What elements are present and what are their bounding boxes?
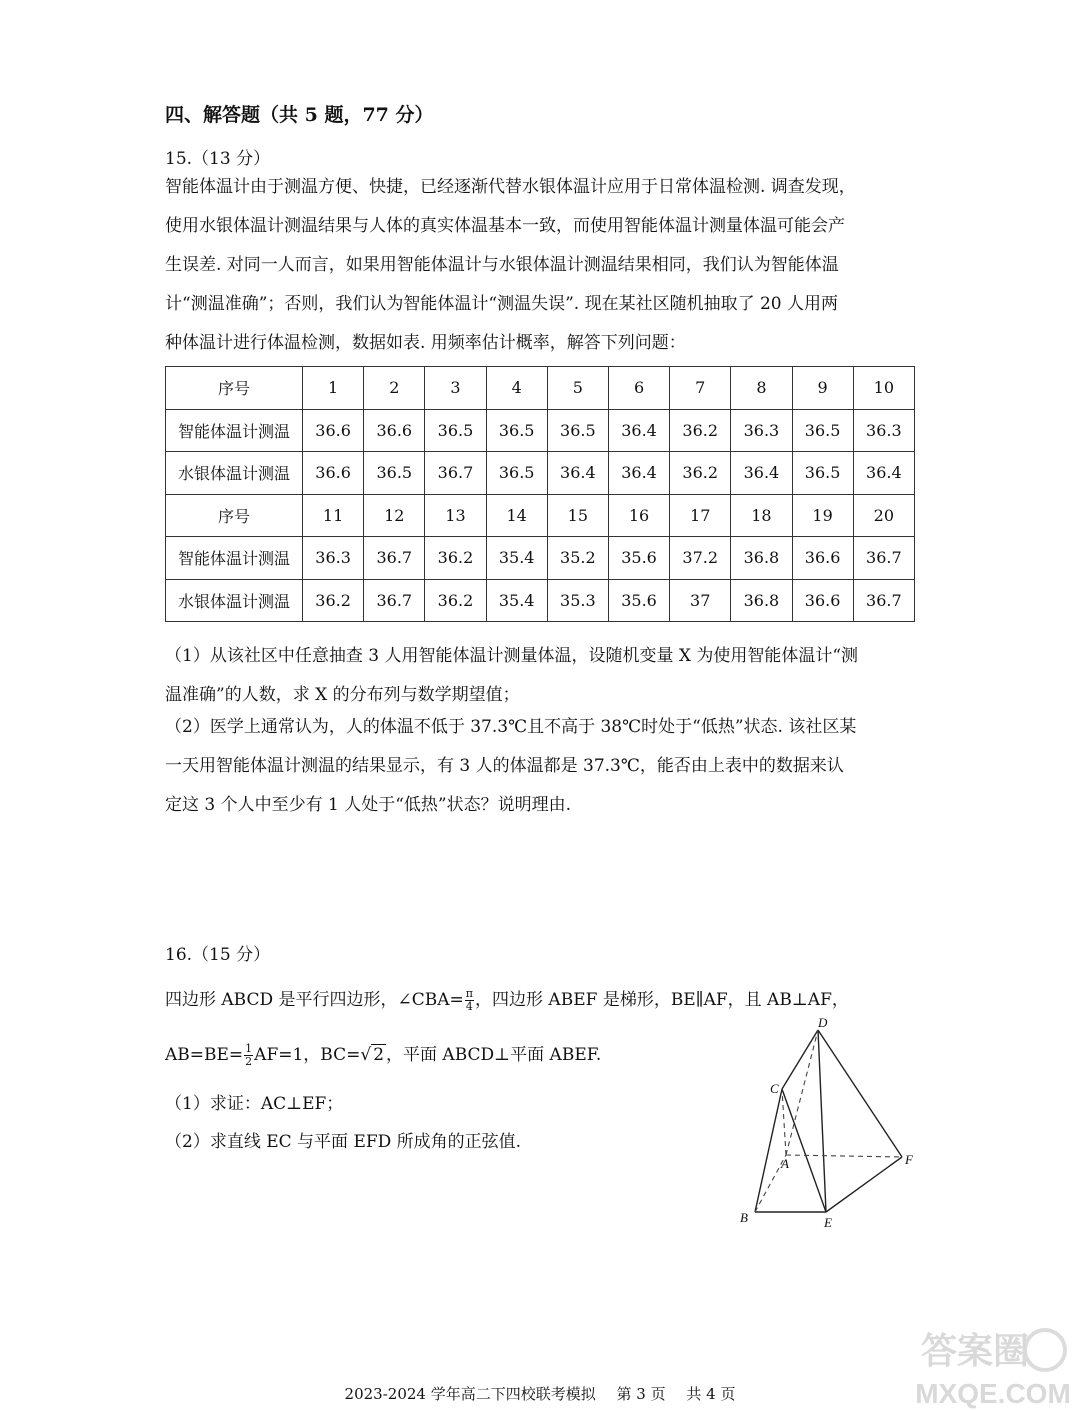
edge-DE [818,1030,826,1212]
footer-school: 2023-2024 学年高二下四校联考模拟 [344,1385,596,1403]
table-cell: 15 [547,494,608,537]
table-cell: 36.6 [364,409,425,452]
row-label: 智能体温计测温 [166,537,303,580]
table-cell: 36.7 [364,579,425,622]
table-cell: 13 [425,494,486,537]
text: 四边形 ABCD 是平行四边形，∠CBA= [165,990,464,1010]
question-16-number: 16.（15 分） [165,945,271,965]
table-cell: 35.6 [608,579,669,622]
row-label: 序号 [166,494,303,537]
table-row-smart-2 [166,537,915,580]
watermark-logo [905,1318,1080,1411]
part-line: 定这 3 个人中至少有 1 人处于“低热”状态？说明理由. [165,795,572,815]
table-cell: 36.5 [792,452,853,495]
table-cell: 6 [608,367,669,410]
text: ，平面 ABCD⊥平面 ABEF. [386,1045,602,1065]
table-cell: 5 [547,367,608,410]
table-cell: 17 [670,494,731,537]
table-cell: 36.5 [364,452,425,495]
text: ，四边形 ABEF 是梯形，BE∥AF，且 AB⊥AF， [475,990,849,1010]
table-cell: 36.3 [303,537,364,580]
table-cell: 36.7 [425,452,486,495]
edge-CE [782,1089,826,1212]
question-15-part1 [165,637,858,715]
intro-line: 计“测温准确”；否则，我们认为智能体温计“测温失误”. 现在某社区随机抽取了 20 人用两 [165,294,839,314]
section-title: 四、解答题（共 5 题，77 分） [165,104,434,126]
label-F: F [905,1152,913,1167]
table-cell: 35.4 [486,537,547,580]
table-cell: 36.7 [853,579,914,622]
table-cell: 36.4 [547,452,608,495]
table-cell: 36.5 [792,409,853,452]
table-cell: 36.2 [670,409,731,452]
table-cell: 2 [364,367,425,410]
table-cell: 20 [853,494,914,537]
table-cell: 35.3 [547,579,608,622]
question-15-intro [165,168,856,363]
table-cell: 36.2 [670,452,731,495]
table-cell: 3 [425,367,486,410]
table-cell: 8 [731,367,792,410]
row-label: 智能体温计测温 [166,409,303,452]
question-15-number: 15.（13 分） [165,149,271,169]
sqrt-radicand: 2 [373,1045,385,1065]
edge-EF [826,1157,902,1212]
table-cell: 7 [670,367,731,410]
part-line: （1）从该社区中任意抽查 3 人用智能体温计测量体温，设随机变量 X 为使用智能体温计“测 [165,646,859,666]
temperature-table [165,366,915,622]
intro-line: 生误差. 对同一人而言，如果用智能体温计与水银体温计测温结果相同，我们认为智能体温 [165,255,839,275]
table-cell: 36.2 [425,537,486,580]
table-cell: 36.4 [608,409,669,452]
fraction-denominator: 4 [465,1000,473,1013]
watermark-text: 答案圈 [920,1330,1030,1371]
edge-DF [818,1030,902,1157]
table-cell: 37 [670,579,731,622]
row-label: 水银体温计测温 [166,452,303,495]
table-cell: 36.6 [792,537,853,580]
text: AB=BE= [165,1045,244,1065]
table-cell: 36.6 [303,452,364,495]
table-cell: 36.3 [853,409,914,452]
question-15-part2 [165,708,856,825]
table-cell: 36.7 [364,537,425,580]
table-cell: 1 [303,367,364,410]
table-cell: 36.8 [731,579,792,622]
table-row-smart-1 [166,409,915,452]
intro-line: 使用水银体温计测温结果与人体的真实体温基本一致，而使用智能体温计测量体温可能会产 [165,216,845,236]
table-cell: 36.6 [792,579,853,622]
fraction-numerator: π [465,987,474,1000]
table-cell: 4 [486,367,547,410]
label-A: A [781,1156,789,1171]
label-C: C [770,1081,779,1096]
table-cell: 37.2 [670,537,731,580]
part-line: 一天用智能体温计测温的结果显示，有 3 人的体温都是 37.3℃，能否由上表中的数据来认 [165,756,844,776]
fraction-denominator: 2 [245,1055,253,1068]
table-row-mercury-2 [166,579,915,622]
table-cell: 36.5 [486,452,547,495]
question-16-line2 [165,1040,601,1068]
table-cell: 18 [731,494,792,537]
table-cell: 36.4 [731,452,792,495]
table-cell: 19 [792,494,853,537]
row-label: 序号 [166,367,303,410]
table-cell: 16 [608,494,669,537]
geometry-figure [730,1005,930,1235]
intro-line: 智能体温计由于测温方便、快捷，已经逐渐代替水银体温计应用于日常体温检测. 调查发现， [165,177,856,197]
table-cell: 35.6 [608,537,669,580]
table-cell: 35.2 [547,537,608,580]
question-16-part2: （2）求直线 EC 与平面 EFD 所成角的正弦值. [165,1132,522,1152]
table-cell: 9 [792,367,853,410]
row-label: 水银体温计测温 [166,579,303,622]
text: AF=1，BC=√ [254,1045,372,1065]
label-D: D [818,1015,828,1030]
table-cell: 36.2 [303,579,364,622]
part-line: 温准确”的人数，求 X 的分布列与数学期望值； [165,685,520,705]
table-cell: 36.5 [547,409,608,452]
table-cell: 35.4 [486,579,547,622]
fraction-one-half [244,1043,253,1068]
table-cell: 36.2 [425,579,486,622]
table-cell: 36.4 [608,452,669,495]
table-cell: 12 [364,494,425,537]
table-row-mercury-1 [166,452,915,495]
edge-BC [755,1089,782,1212]
label-E: E [824,1215,832,1230]
footer-page: 第 3 页 [616,1385,666,1403]
question-16-part1: （1）求证：AC⊥EF； [165,1094,344,1114]
table-cell: 36.5 [425,409,486,452]
edge-AD-hidden [786,1030,818,1155]
table-cell: 10 [853,367,914,410]
edge-CD [782,1030,818,1089]
intro-line: 种体温计进行体温检测，数据如表. 用频率估计概率，解答下列问题： [165,333,686,353]
watermark-ring [1025,1330,1065,1370]
fraction-numerator: 1 [245,1042,253,1055]
table-cell: 36.3 [731,409,792,452]
label-B: B [740,1210,748,1225]
table-cell: 11 [303,494,364,537]
table-cell: 14 [486,494,547,537]
table-cell: 36.4 [853,452,914,495]
table-cell: 36.8 [731,537,792,580]
table-cell: 36.5 [486,409,547,452]
edge-AF-hidden [786,1155,902,1157]
watermark-domain: MXQE.COM [915,1378,1071,1409]
fraction-pi-over-4 [465,988,474,1013]
part-line: （2）医学上通常认为，人的体温不低于 37.3℃且不高于 38℃时处于“低热”状态. 该社区某 [165,717,857,737]
table-row-index-1 [166,367,915,410]
table-cell: 36.7 [853,537,914,580]
table-row-index-2 [166,494,915,537]
table-cell: 36.6 [303,409,364,452]
footer-total: 共 4 页 [686,1385,736,1403]
